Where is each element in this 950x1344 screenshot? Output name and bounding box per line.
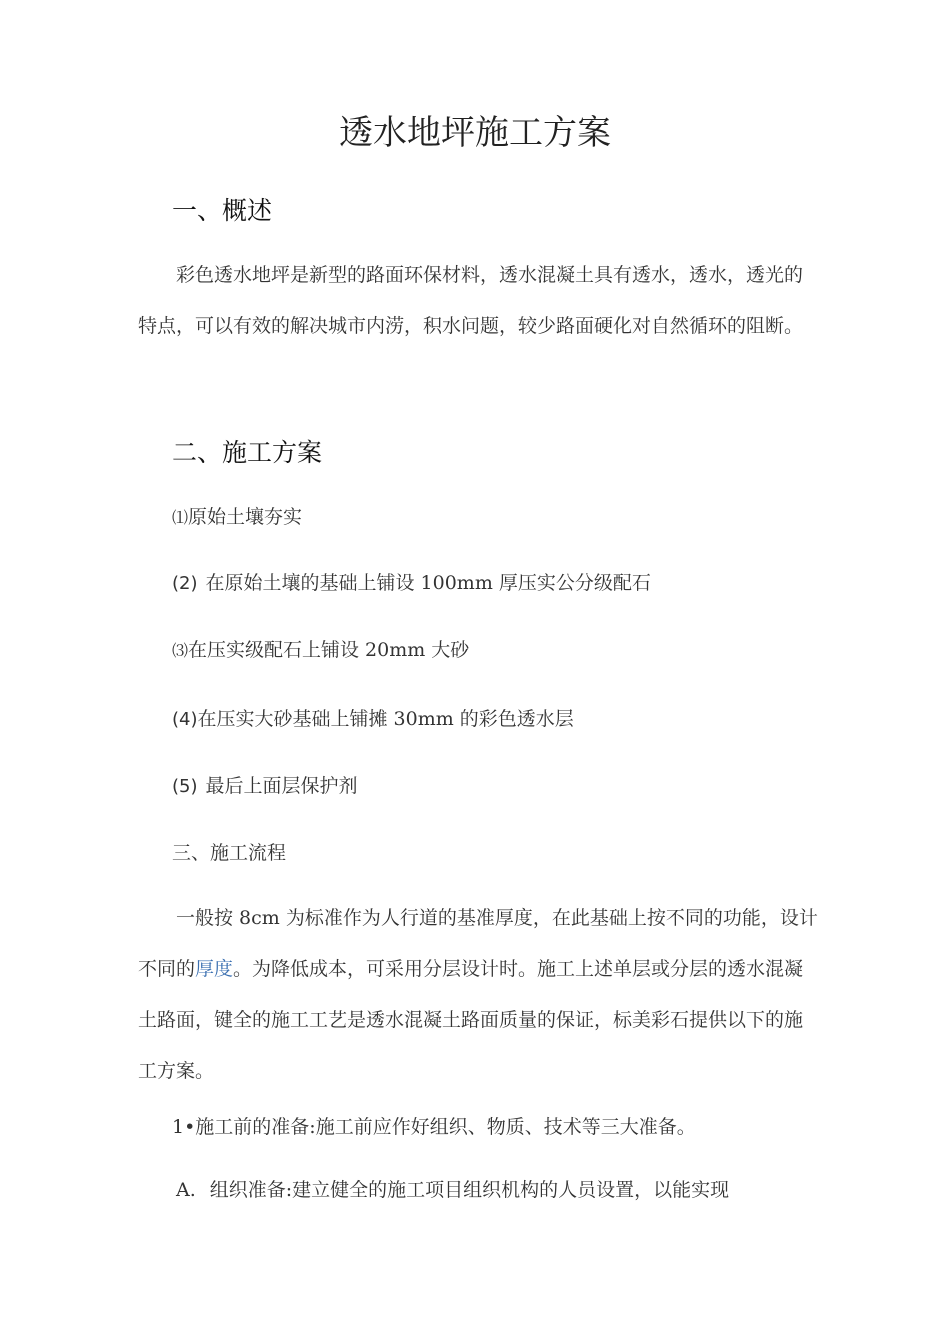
section-heading-plan: 二、施工方案 [172,438,323,467]
step-number: (4) [172,709,198,730]
overview-paragraph: 彩色透水地坪是新型的路面环保材料，透水混凝土具有透水，透水，透光的特点，可以有效的解决城市内涝，积水问题，较少路面硬化对自然循环的阻断。 [138,264,804,337]
thickness-link[interactable]: 厚度 [195,958,234,980]
step-number: (5) [172,776,198,797]
plan-step-4 [172,704,574,735]
step-number: ⑶ [172,641,189,660]
step-text: 在压实级配石上铺设 20mm 大砂 [188,639,470,661]
step-number: (2) [172,573,198,594]
plan-step-2 [172,568,651,599]
page-title: 透水地坪施工方案 [339,113,611,153]
process-item-1: 1•施工前的准备:施工前应作好组织、物质、技术等三大准备。 [172,1116,696,1138]
step-text: 在原始土壤的基础上铺设 100mm 厚压实公分级配石 [205,572,651,594]
plan-step-1 [172,502,302,533]
item-a-text: 组织准备:建立健全的施工项目组织机构的人员设置，以能实现 [209,1179,730,1201]
process-text-2: 。为降低成本，可采用分层设计时。施工上述单层或分层的透水混凝土路面，键全的施工工艺是透水混凝土路面质量的保证，标美彩石提供以下的施工方案。 [138,958,804,1082]
step-text: 在压实大砂基础上铺摊 30mm 的彩色透水层 [197,708,574,730]
plan-step-5 [172,771,358,802]
step-number: ⑴ [172,508,189,527]
section-heading-overview: 一、概述 [172,196,273,225]
step-text: 最后上面层保护剂 [205,775,358,797]
plan-step-3 [172,635,469,666]
process-paragraph [138,893,818,1097]
step-text: 原始土壤夯实 [188,506,303,528]
process-text-1: 一般按 8cm 为标准作为人行道的基准厚度，在此基础上按不同的功能，设计不同的 [138,907,818,980]
item-a-label: A. [176,1179,196,1201]
section-heading-process: 三、施工流程 [172,842,287,864]
process-item-a [176,1175,729,1205]
